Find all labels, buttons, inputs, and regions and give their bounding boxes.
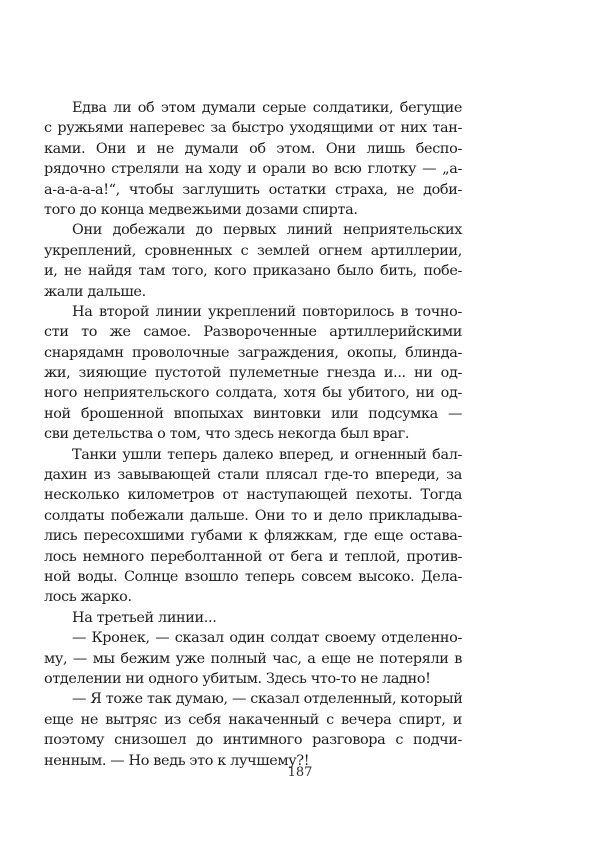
- text-line: ненным. — Но ведь это к лучшему?!: [44, 752, 310, 769]
- text-line: а-а-а-а-а!“, чтобы заглушить остатки страха, не доби-: [44, 181, 462, 198]
- text-line: ной воды. Солнце взошло теперь совсем высоко. Дела-: [44, 568, 462, 585]
- text-line: рядочно стреляли на ходу и орали во всю глотку — „а-: [44, 161, 462, 178]
- text-line: несколько километров от наступающей пехоты. Тогда: [44, 487, 462, 504]
- text-line: На второй линии укреплений повторилось в точно-: [72, 303, 462, 320]
- text-line: — Кронек, — сказал один солдат своему отделенно-: [72, 630, 462, 647]
- text-line: сви детельства о том, что здесь некогда был враг.: [44, 426, 410, 443]
- text-line: поэтому снизошел до интимного разговора с подчи-: [44, 732, 462, 749]
- text-line: отделении ни одного убитым. Здесь что-то не ладно!: [44, 670, 431, 687]
- text-line: укреплений, сровненных с землей огнем артиллерии,: [44, 242, 462, 259]
- text-line: Они добежали до первых линий неприятельских: [72, 222, 462, 239]
- text-line: На третьей линии...: [72, 609, 217, 626]
- text-line: Танки ушли теперь далеко вперед, и огненный бал-: [72, 446, 462, 463]
- text-line: с ружьями наперевес за быстро уходящими от них тан-: [44, 120, 462, 137]
- text-line: жи, зияющие пустотой пулеметные гнезда и... ни од-: [44, 365, 462, 382]
- text-line: лось немного переболтанной от бега и теплой, против-: [44, 548, 462, 565]
- text-line: му, — мы бежим уже полный час, а еще не потеряли в: [44, 650, 462, 667]
- text-line: ками. Они и не думали об этом. Они лишь беспо-: [44, 140, 462, 157]
- text-line: еще не вытряс из себя накаченный с вечера спирт, и: [44, 711, 462, 728]
- text-line: ного неприятельского солдата, хотя бы убитого, ни од-: [44, 385, 462, 402]
- text-line: — Я тоже так думаю, — сказал отделенный, который: [72, 691, 463, 708]
- text-line: сти то же самое. Развороченные артиллерийскими: [44, 324, 462, 341]
- text-line: лись пересохшими губами к фляжкам, где еще остава-: [44, 528, 462, 545]
- body-text: [44, 98, 462, 771]
- text-line: того до конца медвежьими дозами спирта.: [44, 201, 358, 218]
- page-number: 187: [287, 765, 313, 780]
- text-line: ной брошенной впопыхах винтовки или подсумка —: [44, 405, 462, 422]
- text-line: лось жарко.: [44, 589, 132, 606]
- text-line: дахин из завывающей стали плясал где-то впереди, за: [44, 467, 462, 484]
- text-line: солдаты побежали дальше. Они то и дело прикладыва-: [44, 507, 462, 524]
- text-line: снарядамн проволочные заграждения, окопы, блинда-: [44, 344, 462, 361]
- text-line: жали дальше.: [44, 283, 146, 300]
- text-line: и, не найдя там того, кого приказано было бить, побе-: [44, 263, 462, 280]
- text-line: Едва ли об этом думали серые солдатики, бегущие: [72, 100, 462, 116]
